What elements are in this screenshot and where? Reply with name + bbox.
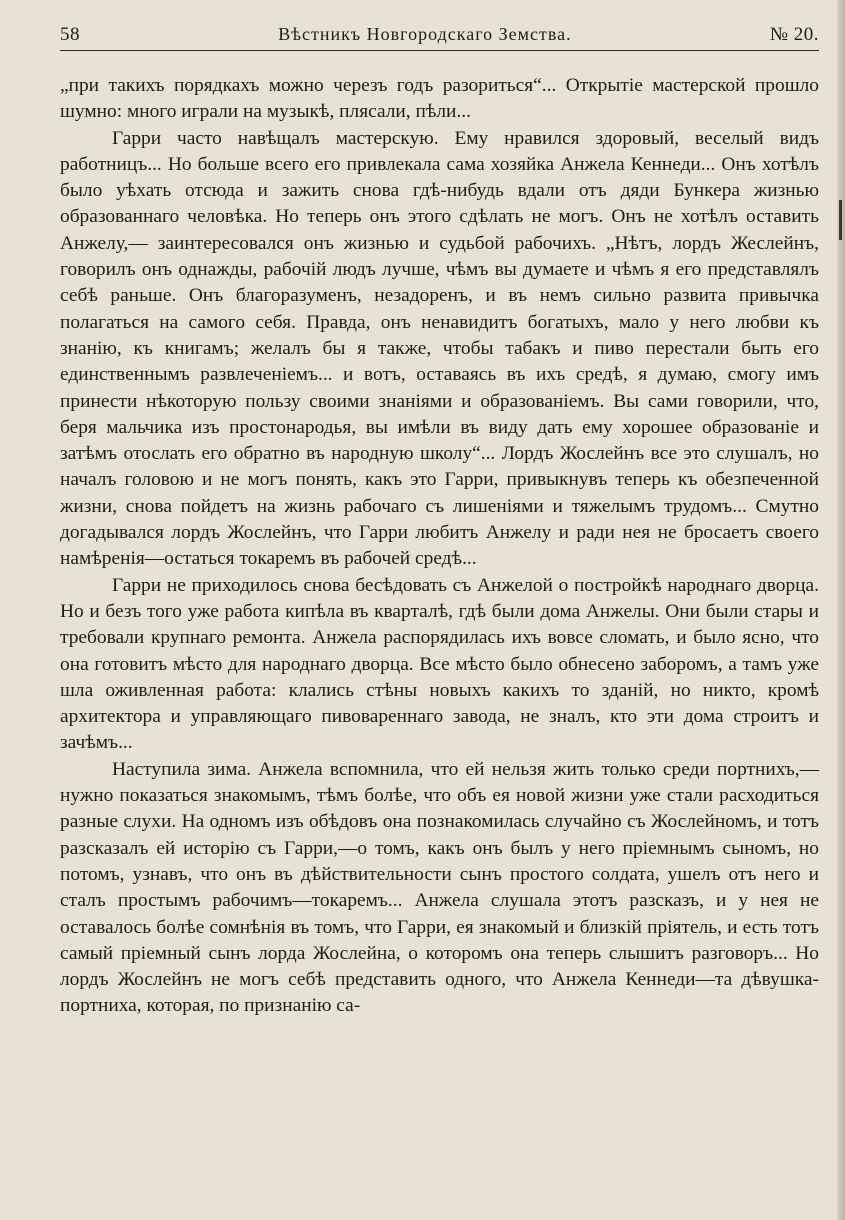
paragraph: Гарри часто навѣщалъ мастерскую. Ему нравился здоровый, веселый видъ работницъ... Но больше всего его привлекала сама хозяйка Анжела Кеннеди... Онъ хотѣлъ было уѣхать отсюда и зажить снова гдѣ-нибудь вдали отъ дяди Бункера жизнью образованнаго человѣка. Но теперь онъ этого сдѣлать не могъ. Онъ не хотѣлъ оставить Анжелу,— заинтересовался онъ жизнью и судьбой рабочихъ. „Нѣтъ, лордъ Жеслейнъ, говорилъ онъ однажды, рабочій людъ лучше, чѣмъ вы думаете и чѣмъ я его представлялъ себѣ раньше. Онъ благоразуменъ, незадоренъ, и въ немъ сильно развита привычка полагаться на самого себя. Правда, онъ ненавидитъ богатыхъ, мало у него любви къ знанію, къ книгамъ; желалъ бы я также, чтобы табакъ и пиво перестали быть его единственнымъ развлеченіемъ... и вотъ, оставаясь въ ихъ средѣ, я думаю, смогу имъ принести нѣкоторую пользу своими знаніями и образованіемъ. Вы сами говорили, что, беря мальчика изъ простонародья, вы имѣли въ виду дать ему хорошее образованіе и затѣмъ отослать его обратно въ народную школу“... Лордъ Жослейнъ все это слушалъ, но началъ головою и не могъ понять, какъ это Гарри, привыкнувъ теперь къ обезпеченной жизни, снова пойдетъ на жизнь рабочаго съ лишеніями и тяжелымъ трудомъ... Смутно догадывался лордъ Жослейнъ, что Гарри любитъ Анжелу и ради нея не бросаетъ своего намѣренія—остаться токаремъ въ рабочей средѣ... — [60, 127, 819, 570]
body-text — [60, 73, 819, 1020]
page-number: 58 — [60, 24, 80, 45]
page-edge-mark — [839, 200, 842, 240]
journal-title: Вѣстникъ Новгородскаго Земства. — [278, 24, 572, 44]
paragraph: „при такихъ порядкахъ можно черезъ годъ разориться“... Открытіе мастерской прошло шумно: много играли на музыкѣ, плясали, пѣли... — [60, 75, 819, 123]
paragraph: Гарри не приходилось снова бесѣдовать съ Анжелой о постройкѣ народнаго дворца. Но и безъ того уже работа кипѣла въ кварталѣ, гдѣ были дома Анжелы. Они были стары и требовали крупнаго ремонта. Анжела распорядилась ихъ вовсе сломать, и было ясно, что она готовитъ мѣсто для народнаго дворца. Все мѣсто было обнесено заборомъ, а тамъ уже шла оживленная работа: клались стѣны новыхъ какихъ то зданій, но никто, кромѣ архитектора и управляющаго пивовареннаго завода, не зналъ, кто эти дома строитъ и зачѣмъ... — [60, 574, 819, 754]
paragraph: Наступила зима. Анжела вспомнила, что ей нельзя жить только среди портнихъ,—нужно показаться знакомымъ, тѣмъ болѣе, что объ ея новой жизни уже стали расходиться разные слухи. На одномъ изъ обѣдовъ она познакомилась случайно съ Жослейномъ, и тотъ разсказалъ ей исторію съ Гарри,—о томъ, какъ онъ былъ у него пріемнымъ сыномъ, но потомъ, узнавъ, что онъ въ дѣйствительности сынъ простого солдата, ушелъ отъ него и сталъ простымъ рабочимъ—токаремъ... Анжела слушала этотъ разсказъ, и у нея не оставалось болѣе сомнѣнія въ томъ, что Гарри, ея знакомый и близкій пріятель, и есть тотъ самый пріемный сынъ лорда Жослейна, о которомъ она теперь слышитъ разговоръ... Но лордъ Жослейнъ не могъ себѣ представить одного, что Анжела Кеннеди—та дѣвушка-портниха, которая, по признанію са- — [60, 758, 819, 1017]
issue-number: № 20. — [769, 24, 819, 45]
running-head — [60, 20, 819, 51]
page-edge — [837, 0, 845, 1220]
